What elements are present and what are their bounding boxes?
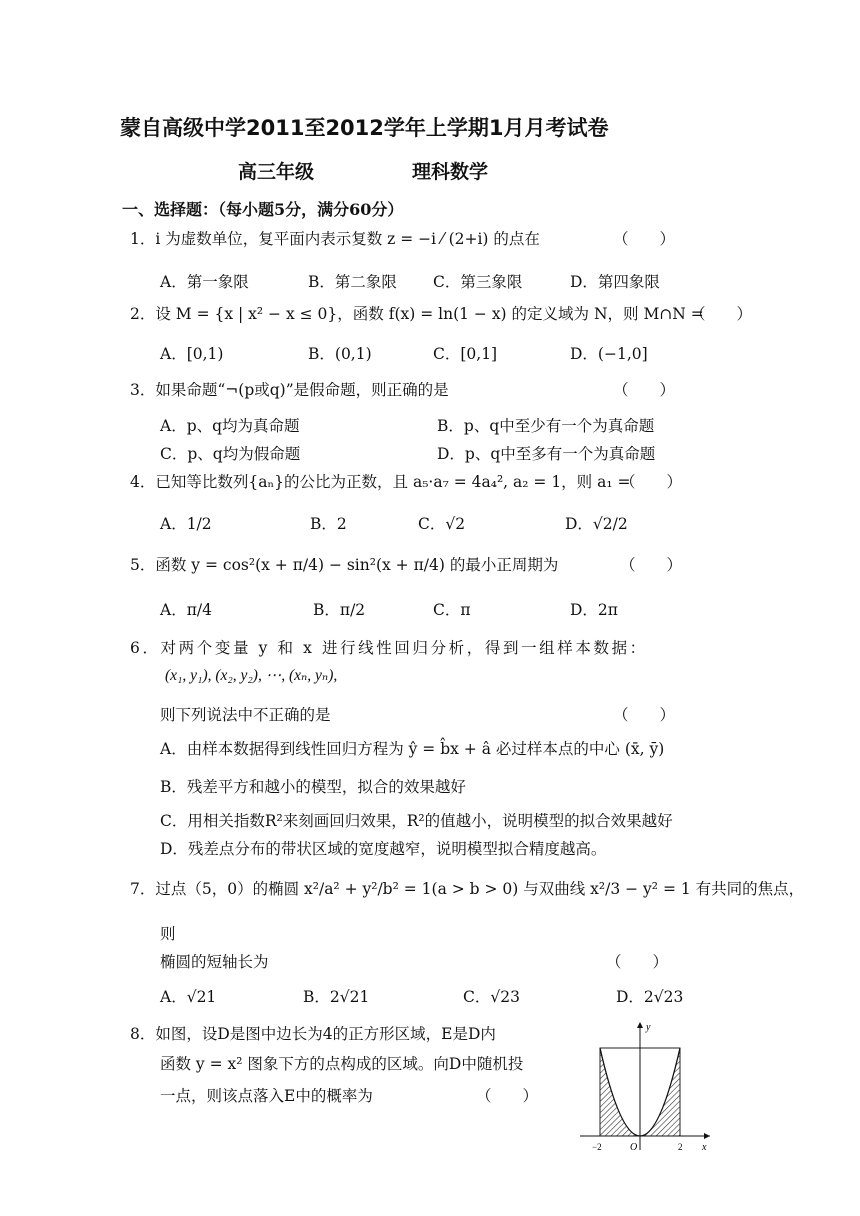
q7-option-c: C．√23 (463, 988, 520, 1006)
q1-option-b: B．第二象限 (308, 273, 397, 291)
answer-paren: （ ） (620, 473, 683, 491)
q6-option-c: C．用相关指数R²来刻画回归效果，R²的值越小，说明模型的拟合效果越好 (160, 812, 673, 830)
answer-paren: （ ） (606, 953, 669, 971)
answer-paren: （ ） (613, 381, 676, 399)
q5-option-a: A．π/4 (160, 601, 212, 619)
y-axis-label: y (646, 1022, 651, 1033)
question-2-stem: 2．设 M = {x | x² − x ≤ 0}，函数 f(x) = ln(1 − x) 的定义域为 N，则 M∩N = (130, 305, 704, 323)
q6-option-b: B．残差平方和越小的模型，拟合的效果越好 (160, 778, 466, 796)
q3-option-a: A．p、q均为真命题 (160, 417, 300, 435)
answer-paren: （ ） (613, 230, 676, 248)
answer-paren: （ ） (620, 556, 683, 574)
tick-label-left: −2 (592, 1142, 602, 1152)
question-6-data: (x₁, y₁), (x₂, y₂), ⋯, (xₙ, yₙ), (165, 667, 338, 684)
question-6-ask: 则下列说法中不正确的是 (160, 706, 331, 724)
answer-paren: （ ） (613, 706, 676, 724)
question-3-stem: 3．如果命题“¬(p或q)”是假命题，则正确的是 (130, 381, 449, 399)
question-7-line3: 椭圆的短轴长为 (160, 953, 269, 971)
question-8-line2: 函数 y = x² 图象下方的点构成的区域。向D中随机投 (160, 1055, 524, 1073)
parabola-figure (570, 1018, 720, 1158)
answer-paren: （ ） (476, 1087, 539, 1105)
parabola-figure-svg (570, 1018, 720, 1158)
q5-option-d: D．2π (570, 601, 618, 619)
q1-option-c: C．第三象限 (433, 273, 523, 291)
q7-option-d: D．2√23 (616, 988, 684, 1006)
q2-option-b: B．(0,1) (308, 345, 372, 363)
question-7-line2: 则 (160, 925, 176, 943)
q5-option-c: C．π (433, 601, 471, 619)
q3-option-b: B．p、q中至少有一个为真命题 (437, 417, 655, 435)
q7-option-b: B．2√21 (303, 988, 370, 1006)
x-axis-label: x (702, 1142, 707, 1153)
q4-option-b: B．2 (310, 515, 347, 533)
q4-option-d: D．√2/2 (565, 515, 628, 533)
question-8-line1: 8．如图，设D是图中边长为4的正方形区域，E是D内 (130, 1025, 496, 1043)
q3-option-c: C．p、q均为假命题 (160, 445, 301, 463)
q7-option-a: A．√21 (160, 988, 217, 1006)
answer-paren: （ ） (690, 305, 753, 323)
section-heading: 一、选择题：（每小题5分，满分60分） (122, 200, 404, 219)
question-6-stem: 6．对两个变量 y 和 x 进行线性回归分析，得到一组样本数据： (130, 639, 648, 657)
tick-label-right: 2 (678, 1142, 683, 1152)
q2-option-a: A．[0,1) (160, 345, 224, 363)
q2-option-d: D．(−1,0] (570, 345, 648, 363)
question-1-stem: 1．i 为虚数单位，复平面内表示复数 z = −i ⁄ (2+i) 的点在 (130, 230, 540, 248)
q2-option-c: C．[0,1] (433, 345, 498, 363)
q5-option-b: B．π/2 (313, 601, 366, 619)
grade-label: 高三年级 (238, 161, 315, 183)
q4-option-a: A．1/2 (160, 515, 212, 533)
q6-option-a: A．由样本数据得到线性回归方程为 ŷ = b̂x + â 必过样本点的中心 (x̄, ȳ) (160, 740, 665, 758)
y-axis-arrow (637, 1022, 643, 1028)
q1-option-a: A．第一象限 (160, 273, 249, 291)
exam-title: 蒙自高级中学2011至2012学年上学期1月月考试卷 (120, 116, 609, 140)
q4-option-c: C．√2 (418, 515, 466, 533)
question-8-line3: 一点，则该点落入E中的概率为 (160, 1087, 373, 1105)
question-5-stem: 5．函数 y = cos²(x + π/4) − sin²(x + π/4) 的最小正周期为 (130, 556, 559, 574)
x-axis-arrow (704, 1133, 710, 1139)
subject-label: 理科数学 (412, 161, 489, 183)
question-7-stem: 7．过点（5，0）的椭圆 x²/a² + y²/b² = 1(a > b > 0) 与双曲线 x²/3 − y² = 1 有共同的焦点， (130, 880, 805, 898)
q1-option-d: D．第四象限 (570, 273, 660, 291)
q3-option-d: D．p、q中至多有一个为真命题 (437, 445, 656, 463)
q6-option-d: D．残差点分布的带状区域的宽度越窄，说明模型拟合精度越高。 (160, 840, 607, 858)
origin-label: O (630, 1142, 638, 1153)
question-4-stem: 4．已知等比数列{aₙ}的公比为正数，且 a₅·a₇ = 4a₄², a₂ = 1，则 a₁ = (130, 473, 631, 491)
